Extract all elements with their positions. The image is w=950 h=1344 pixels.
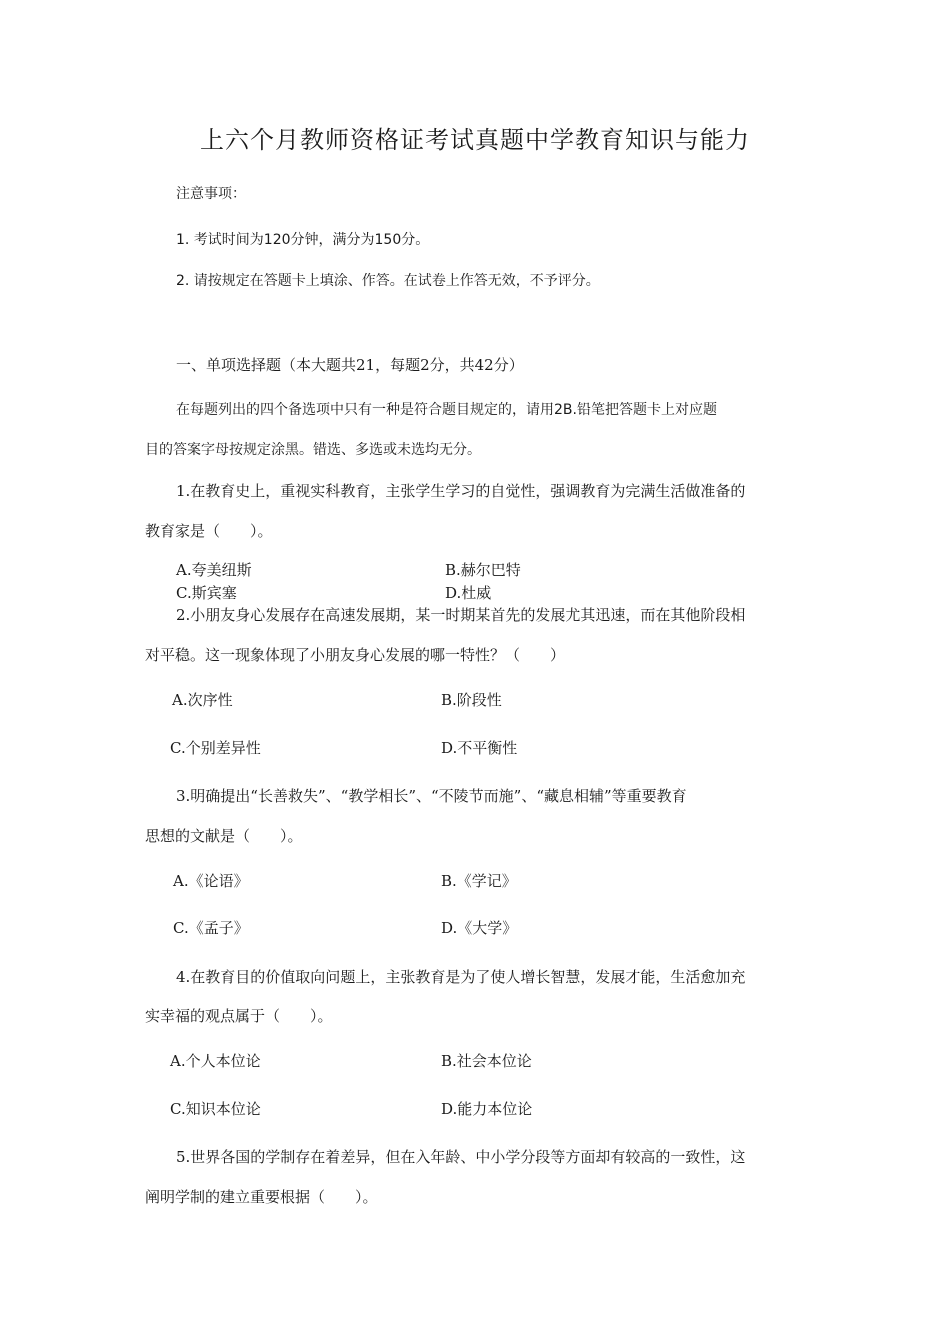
question-3-option-a: A.《论语》 [173, 872, 249, 890]
question-1-text-line-2: 教育家是（ ）。 [145, 522, 273, 540]
question-4-option-b: B.社会本位论 [441, 1052, 532, 1070]
notice-item-2: 2. 请按规定在答题卡上填涂、作答。在试卷上作答无效，不予评分。 [176, 273, 600, 289]
question-3-option-c: C.《孟子》 [173, 919, 249, 937]
question-2-option-c: C.个别差异性 [170, 739, 261, 757]
question-3-text-line-1: 3.明确提出“长善救失”、“教学相长”、“不陵节而施”、“藏息相辅”等重要教育 [176, 787, 687, 805]
question-4-text-line-2: 实幸福的观点属于（ ）。 [145, 1007, 333, 1025]
question-3-option-b: B.《学记》 [441, 872, 517, 890]
instruction-line-2: 目的答案字母按规定涂黑。错选、多选或未选均无分。 [145, 442, 481, 458]
question-4-option-c: C.知识本位论 [170, 1100, 261, 1118]
notice-heading: 注意事项： [176, 186, 246, 202]
question-2-option-a: A.次序性 [172, 691, 233, 709]
question-2-option-d: D.不平衡性 [441, 739, 518, 757]
question-1-option-c: C.斯宾塞 [176, 584, 237, 602]
question-4-option-d: D.能力本位论 [441, 1100, 533, 1118]
question-1-option-a: A.夸美纽斯 [176, 561, 252, 579]
notice-item-1: 1. 考试时间为120分钟，满分为150分。 [176, 232, 430, 248]
question-5-text-line-2: 阐明学制的建立重要根据（ ）。 [145, 1188, 378, 1206]
question-3-option-d: D.《大学》 [441, 919, 518, 937]
question-1-text-line-1: 1.在教育史上，重视实科教育，主张学生学习的自觉性，强调教育为完满生活做准备的 [176, 482, 746, 500]
instruction-line-1: 在每题列出的四个备选项中只有一种是符合题目规定的，请用2B.铅笔把答题卡上对应题 [176, 402, 717, 418]
question-1-option-d: D.杜威 [445, 584, 492, 602]
question-2-text-line-1: 2.小朋友身心发展存在高速发展期，某一时期某首先的发展尤其迅速，而在其他阶段相 [176, 606, 746, 624]
section-heading: 一、单项选择题（本大题共21，每题2分，共42分） [176, 356, 524, 374]
question-2-option-b: B.阶段性 [441, 691, 502, 709]
question-3-text-line-2: 思想的文献是（ ）。 [145, 827, 303, 845]
question-4-option-a: A.个人本位论 [170, 1052, 261, 1070]
page-title: 上六个月教师资格证考试真题中学教育知识与能力 [200, 126, 750, 154]
question-2-text-line-2: 对平稳。这一现象体现了小朋友身心发展的哪一特性？（ ） [145, 646, 566, 664]
question-4-text-line-1: 4.在教育目的价值取向问题上，主张教育是为了使人增长智慧，发展才能，生活愈加充 [176, 968, 746, 986]
question-5-text-line-1: 5.世界各国的学制存在着差异，但在入年龄、中小学分段等方面却有较高的一致性，这 [176, 1148, 746, 1166]
question-1-option-b: B.赫尔巴特 [445, 561, 521, 579]
